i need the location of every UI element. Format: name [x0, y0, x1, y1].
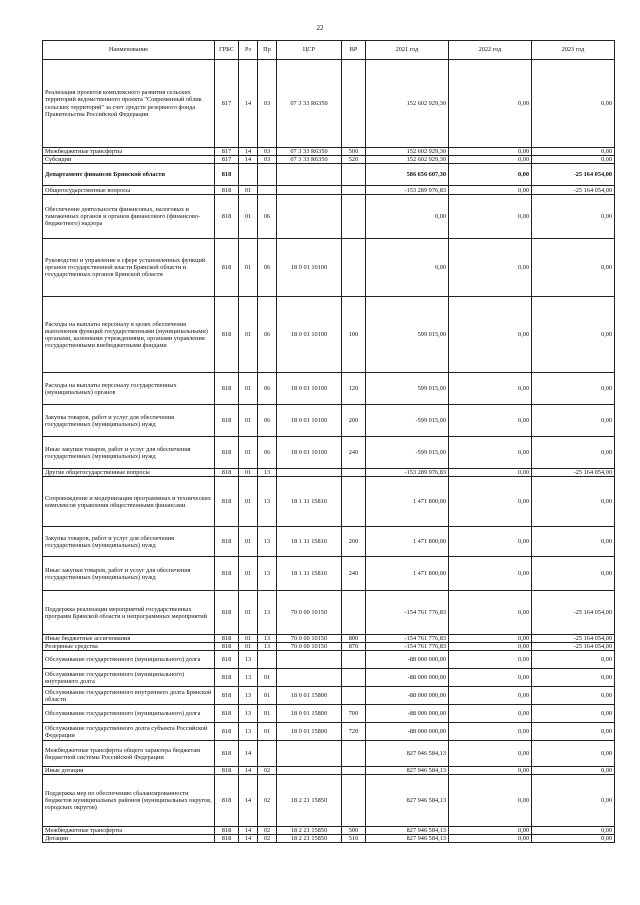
cell-pr: 02: [258, 835, 277, 843]
header-csr: ЦСР: [277, 41, 342, 60]
table-row: [43, 827, 615, 835]
cell-2023: -25 164 054,00: [532, 643, 615, 651]
cell-pr: 06: [258, 239, 277, 297]
cell-grbs: 818: [215, 651, 239, 669]
cell-pr: 06: [258, 297, 277, 373]
cell-pr: [258, 741, 277, 767]
cell-vr: [342, 469, 366, 477]
cell-grbs: 818: [215, 405, 239, 437]
cell-vr: 500: [342, 148, 366, 156]
cell-vr: [342, 669, 366, 687]
table-row: [43, 186, 615, 195]
header-2022: 2022 год: [449, 41, 532, 60]
cell-vr: 100: [342, 297, 366, 373]
cell-2021: -88 000 000,00: [366, 723, 449, 741]
cell-pr: 13: [258, 591, 277, 635]
cell-name: Закупка товаров, работ и услуг для обеспечения государственных (муниципальных) нужд: [43, 405, 215, 437]
cell-2021: 1 471 800,00: [366, 527, 449, 557]
cell-name: Другие общегосударственные вопросы: [43, 469, 215, 477]
cell-pr: 03: [258, 148, 277, 156]
header-vr: ВР: [342, 41, 366, 60]
cell-grbs: 818: [215, 297, 239, 373]
cell-2023: 0,00: [532, 195, 615, 239]
table-row: [43, 156, 615, 164]
cell-rz: 01: [239, 591, 258, 635]
cell-2022: 0,00: [449, 687, 532, 705]
cell-rz: 14: [239, 767, 258, 775]
cell-grbs: 818: [215, 705, 239, 723]
cell-grbs: 817: [215, 60, 239, 148]
cell-csr: [277, 469, 342, 477]
cell-2022: 0,00: [449, 557, 532, 591]
cell-grbs: 818: [215, 557, 239, 591]
cell-2023: 0,00: [532, 651, 615, 669]
cell-csr: 07 3 33 R6350: [277, 156, 342, 164]
cell-rz: 13: [239, 687, 258, 705]
cell-rz: 14: [239, 827, 258, 835]
cell-2023: 0,00: [532, 437, 615, 469]
cell-csr: [277, 669, 342, 687]
cell-name: Сопровождение и модернизация программных и технических комплексов управления общественными финансами: [43, 477, 215, 527]
cell-2021: -88 000 000,00: [366, 687, 449, 705]
table-row: [43, 557, 615, 591]
table-row: [43, 373, 615, 405]
cell-2023: 0,00: [532, 705, 615, 723]
cell-2022: 0,00: [449, 775, 532, 827]
cell-2021: 599 015,00: [366, 297, 449, 373]
cell-vr: 520: [342, 156, 366, 164]
cell-csr: 18 0 01 15800: [277, 705, 342, 723]
cell-csr: 07 3 33 R6350: [277, 60, 342, 148]
cell-csr: [277, 164, 342, 186]
header-pr: Пр: [258, 41, 277, 60]
cell-2022: 0,00: [449, 767, 532, 775]
cell-csr: 18 1 11 15810: [277, 527, 342, 557]
cell-2021: 827 946 584,13: [366, 827, 449, 835]
cell-2023: -25 164 054,00: [532, 591, 615, 635]
cell-csr: [277, 195, 342, 239]
cell-grbs: 818: [215, 373, 239, 405]
cell-2023: 0,00: [532, 827, 615, 835]
cell-rz: 01: [239, 557, 258, 591]
cell-csr: 18 0 01 10100: [277, 405, 342, 437]
cell-2021: -599 015,00: [366, 405, 449, 437]
cell-name: Общегосударственные вопросы: [43, 186, 215, 195]
cell-vr: [342, 60, 366, 148]
cell-2021: 1 471 800,00: [366, 477, 449, 527]
cell-grbs: 818: [215, 591, 239, 635]
cell-2022: 0,00: [449, 469, 532, 477]
table-row: [43, 687, 615, 705]
table-row: [43, 60, 615, 148]
cell-vr: 200: [342, 527, 366, 557]
table-row: [43, 437, 615, 469]
cell-2023: 0,00: [532, 239, 615, 297]
cell-2022: 0,00: [449, 195, 532, 239]
table-body: [43, 60, 615, 843]
cell-rz: 01: [239, 477, 258, 527]
table-row: [43, 643, 615, 651]
cell-rz: 14: [239, 835, 258, 843]
cell-2021: 0,00: [366, 239, 449, 297]
cell-2022: 0,00: [449, 156, 532, 164]
cell-pr: 06: [258, 437, 277, 469]
cell-grbs: 818: [215, 827, 239, 835]
table-row: [43, 527, 615, 557]
cell-2021: 827 946 584,13: [366, 767, 449, 775]
cell-rz: 01: [239, 635, 258, 643]
cell-pr: 13: [258, 643, 277, 651]
table-row: [43, 775, 615, 827]
header-2023: 2023 год: [532, 41, 615, 60]
table-row: [43, 651, 615, 669]
cell-csr: 18 0 01 10100: [277, 297, 342, 373]
table-row: [43, 767, 615, 775]
cell-name: Дотации: [43, 835, 215, 843]
cell-2023: 0,00: [532, 557, 615, 591]
cell-2021: -154 761 776,83: [366, 591, 449, 635]
table-row: [43, 239, 615, 297]
cell-rz: [239, 164, 258, 186]
cell-2023: -25 164 054,00: [532, 164, 615, 186]
cell-grbs: 818: [215, 635, 239, 643]
cell-2023: 0,00: [532, 723, 615, 741]
cell-vr: [342, 775, 366, 827]
cell-2021: 152 602 929,30: [366, 156, 449, 164]
table-row: [43, 723, 615, 741]
cell-csr: 18 0 01 10100: [277, 239, 342, 297]
cell-2022: 0,00: [449, 164, 532, 186]
cell-2021: 827 946 584,13: [366, 741, 449, 767]
cell-2023: -25 164 054,00: [532, 635, 615, 643]
cell-pr: [258, 164, 277, 186]
cell-rz: 01: [239, 373, 258, 405]
cell-name: Обслуживание государственного внутреннего долга Брянской области: [43, 687, 215, 705]
cell-vr: [342, 591, 366, 635]
cell-grbs: 818: [215, 775, 239, 827]
cell-2023: 0,00: [532, 477, 615, 527]
table-row: [43, 148, 615, 156]
cell-2022: 0,00: [449, 827, 532, 835]
cell-vr: 510: [342, 835, 366, 843]
cell-2022: 0,00: [449, 239, 532, 297]
cell-2021: -88 000 000,00: [366, 651, 449, 669]
table-row: [43, 297, 615, 373]
cell-rz: 14: [239, 156, 258, 164]
cell-2022: 0,00: [449, 741, 532, 767]
cell-pr: 06: [258, 405, 277, 437]
cell-vr: 700: [342, 705, 366, 723]
table-header-row: [43, 41, 615, 60]
cell-pr: 13: [258, 477, 277, 527]
cell-rz: 01: [239, 195, 258, 239]
cell-pr: 13: [258, 469, 277, 477]
cell-csr: 18 0 01 15800: [277, 687, 342, 705]
cell-grbs: 817: [215, 156, 239, 164]
table-row: [43, 669, 615, 687]
cell-csr: 18 1 11 15810: [277, 477, 342, 527]
cell-2022: 0,00: [449, 297, 532, 373]
cell-name: Обеспечение деятельности финансовых, налоговых и таможенных органов и органов финансового (финансово-бюджетного) надзора: [43, 195, 215, 239]
cell-grbs: 818: [215, 767, 239, 775]
cell-2021: 152 602 929,30: [366, 148, 449, 156]
cell-2023: 0,00: [532, 373, 615, 405]
cell-pr: 01: [258, 723, 277, 741]
cell-name: Обслуживание государственного (муниципального) долга: [43, 705, 215, 723]
cell-rz: 14: [239, 60, 258, 148]
cell-csr: [277, 186, 342, 195]
cell-grbs: 818: [215, 687, 239, 705]
cell-grbs: 818: [215, 477, 239, 527]
cell-2021: 827 946 584,13: [366, 835, 449, 843]
cell-2023: 0,00: [532, 60, 615, 148]
cell-csr: 70 0 00 10150: [277, 635, 342, 643]
cell-2022: 0,00: [449, 186, 532, 195]
cell-rz: 01: [239, 297, 258, 373]
cell-name: Субсидии: [43, 156, 215, 164]
cell-grbs: 818: [215, 239, 239, 297]
cell-2023: -25 164 054,00: [532, 469, 615, 477]
cell-2023: 0,00: [532, 687, 615, 705]
cell-rz: 14: [239, 775, 258, 827]
cell-vr: 200: [342, 405, 366, 437]
cell-vr: 240: [342, 557, 366, 591]
cell-grbs: 818: [215, 164, 239, 186]
header-rz: Рз: [239, 41, 258, 60]
cell-2022: 0,00: [449, 373, 532, 405]
cell-2023: 0,00: [532, 741, 615, 767]
cell-csr: [277, 767, 342, 775]
cell-vr: [342, 186, 366, 195]
cell-rz: 14: [239, 148, 258, 156]
cell-rz: 01: [239, 405, 258, 437]
cell-vr: [342, 687, 366, 705]
table-row: [43, 195, 615, 239]
cell-name: Поддержка реализации мероприятий государственных программ Брянской области и непрограммных мероприятий: [43, 591, 215, 635]
cell-2022: 0,00: [449, 437, 532, 469]
cell-pr: 02: [258, 775, 277, 827]
cell-grbs: 818: [215, 186, 239, 195]
table-row: [43, 405, 615, 437]
cell-csr: 18 2 21 15850: [277, 775, 342, 827]
cell-2021: 599 015,00: [366, 373, 449, 405]
cell-2022: 0,00: [449, 643, 532, 651]
cell-2023: 0,00: [532, 767, 615, 775]
cell-grbs: 817: [215, 148, 239, 156]
cell-name: Расходы на выплаты персоналу государственных (муниципальных) органов: [43, 373, 215, 405]
cell-csr: 70 0 00 10150: [277, 591, 342, 635]
cell-2023: 0,00: [532, 405, 615, 437]
cell-vr: 720: [342, 723, 366, 741]
cell-csr: 18 1 11 15810: [277, 557, 342, 591]
cell-2021: 586 656 607,30: [366, 164, 449, 186]
cell-name: Реализация проектов комплексного развития сельских территорий ведомственного проекта "Современный облик сельских территорий" за счет средств резервного фонда Правительства Российской Федерации: [43, 60, 215, 148]
table-row: [43, 705, 615, 723]
cell-csr: 18 0 01 15800: [277, 723, 342, 741]
cell-2021: 827 946 584,13: [366, 775, 449, 827]
cell-grbs: 818: [215, 723, 239, 741]
cell-vr: 120: [342, 373, 366, 405]
cell-2021: -154 761 776,83: [366, 643, 449, 651]
cell-vr: [342, 195, 366, 239]
cell-2022: 0,00: [449, 835, 532, 843]
cell-2021: -88 000 000,00: [366, 669, 449, 687]
cell-name: Иные дотации: [43, 767, 215, 775]
cell-2021: -153 289 976,83: [366, 186, 449, 195]
cell-rz: 13: [239, 723, 258, 741]
cell-csr: [277, 651, 342, 669]
cell-vr: [342, 477, 366, 527]
header-name: Наименование: [43, 41, 215, 60]
cell-2022: 0,00: [449, 669, 532, 687]
cell-name: Иные закупки товаров, работ и услуг для обеспечения государственных (муниципальных) нужд: [43, 557, 215, 591]
cell-2023: 0,00: [532, 835, 615, 843]
cell-2022: 0,00: [449, 705, 532, 723]
cell-name: Межбюджетные трансферты: [43, 827, 215, 835]
table-row: [43, 164, 615, 186]
cell-rz: 01: [239, 186, 258, 195]
cell-grbs: 818: [215, 835, 239, 843]
cell-2022: 0,00: [449, 651, 532, 669]
cell-pr: 01: [258, 687, 277, 705]
table-row: [43, 835, 615, 843]
cell-csr: 18 2 21 15850: [277, 827, 342, 835]
cell-name: Резервные средства: [43, 643, 215, 651]
header-2021: 2021 год: [366, 41, 449, 60]
cell-vr: 240: [342, 437, 366, 469]
cell-grbs: 818: [215, 469, 239, 477]
cell-2022: 0,00: [449, 60, 532, 148]
cell-2022: 0,00: [449, 635, 532, 643]
cell-2023: 0,00: [532, 156, 615, 164]
cell-csr: 07 3 33 R6350: [277, 148, 342, 156]
cell-2021: 152 602 929,30: [366, 60, 449, 148]
cell-vr: [342, 164, 366, 186]
cell-name: Расходы на выплаты персоналу в целях обеспечения выполнения функций государственными (муниципальными) органами, казенными учреждениями, органами управления государственными внебюджетными фондами: [43, 297, 215, 373]
cell-2023: 0,00: [532, 297, 615, 373]
cell-name: Иные закупки товаров, работ и услуг для обеспечения государственных (муниципальных) нужд: [43, 437, 215, 469]
cell-vr: 800: [342, 635, 366, 643]
cell-vr: [342, 767, 366, 775]
cell-rz: 01: [239, 437, 258, 469]
cell-2022: 0,00: [449, 591, 532, 635]
cell-2021: 1 471 800,00: [366, 557, 449, 591]
cell-csr: [277, 741, 342, 767]
cell-csr: 18 0 01 10100: [277, 437, 342, 469]
cell-csr: 18 2 21 15850: [277, 835, 342, 843]
cell-vr: [342, 741, 366, 767]
cell-pr: 13: [258, 635, 277, 643]
cell-name: Обслуживание государственного (муниципального) внутреннего долга: [43, 669, 215, 687]
cell-name: Межбюджетные трансферты: [43, 148, 215, 156]
cell-grbs: 818: [215, 437, 239, 469]
cell-2023: 0,00: [532, 669, 615, 687]
cell-2023: 0,00: [532, 148, 615, 156]
cell-grbs: 818: [215, 195, 239, 239]
cell-name: Поддержка мер по обеспечению сбалансированности бюджетов муниципальных районов (муниципальных округов, городских округов): [43, 775, 215, 827]
cell-name: Обслуживание государственного долга субъекта Российской Федерации: [43, 723, 215, 741]
cell-2021: -88 000 000,00: [366, 705, 449, 723]
cell-csr: 18 0 01 10100: [277, 373, 342, 405]
cell-rz: 01: [239, 643, 258, 651]
cell-2022: 0,00: [449, 148, 532, 156]
cell-pr: 03: [258, 60, 277, 148]
cell-pr: 02: [258, 827, 277, 835]
cell-pr: [258, 186, 277, 195]
cell-2022: 0,00: [449, 405, 532, 437]
cell-rz: 13: [239, 705, 258, 723]
cell-name: Иные бюджетные ассигнования: [43, 635, 215, 643]
cell-rz: 13: [239, 669, 258, 687]
page-number: 22: [316, 24, 324, 32]
cell-name: Департамент финансов Брянской области: [43, 164, 215, 186]
cell-pr: 03: [258, 156, 277, 164]
cell-2022: 0,00: [449, 723, 532, 741]
cell-grbs: 818: [215, 643, 239, 651]
table-row: [43, 591, 615, 635]
cell-pr: 01: [258, 669, 277, 687]
cell-vr: 500: [342, 827, 366, 835]
cell-2023: -25 164 054,00: [532, 186, 615, 195]
cell-pr: 01: [258, 705, 277, 723]
cell-csr: 70 0 00 10150: [277, 643, 342, 651]
cell-name: Закупка товаров, работ и услуг для обеспечения государственных (муниципальных) нужд: [43, 527, 215, 557]
cell-grbs: 818: [215, 741, 239, 767]
cell-rz: 01: [239, 239, 258, 297]
cell-rz: 13: [239, 651, 258, 669]
cell-vr: [342, 239, 366, 297]
cell-name: Межбюджетные трансферты общего характера бюджетам бюджетной системы Российской Федерации: [43, 741, 215, 767]
cell-name: Обслуживание государственного (муниципального) долга: [43, 651, 215, 669]
table-row: [43, 741, 615, 767]
table-row: [43, 635, 615, 643]
cell-2021: -153 289 976,83: [366, 469, 449, 477]
cell-vr: 870: [342, 643, 366, 651]
cell-pr: 06: [258, 373, 277, 405]
cell-2023: 0,00: [532, 775, 615, 827]
cell-rz: 01: [239, 527, 258, 557]
cell-2021: -599 015,00: [366, 437, 449, 469]
cell-name: Руководство и управление в сфере установленных функций органов государственной власти Брянской области и государственных органов Брянской области: [43, 239, 215, 297]
cell-vr: [342, 651, 366, 669]
table-row: [43, 469, 615, 477]
cell-2021: 0,00: [366, 195, 449, 239]
cell-2022: 0,00: [449, 527, 532, 557]
table-row: [43, 477, 615, 527]
cell-grbs: 818: [215, 669, 239, 687]
cell-rz: 14: [239, 741, 258, 767]
cell-2022: 0,00: [449, 477, 532, 527]
cell-pr: 06: [258, 195, 277, 239]
cell-rz: 01: [239, 469, 258, 477]
cell-pr: 13: [258, 557, 277, 591]
cell-pr: 13: [258, 527, 277, 557]
cell-pr: [258, 651, 277, 669]
cell-2023: 0,00: [532, 527, 615, 557]
cell-pr: 02: [258, 767, 277, 775]
budget-table: [42, 40, 615, 843]
cell-2021: -154 761 776,83: [366, 635, 449, 643]
cell-grbs: 818: [215, 527, 239, 557]
header-grbs: ГРБС: [215, 41, 239, 60]
